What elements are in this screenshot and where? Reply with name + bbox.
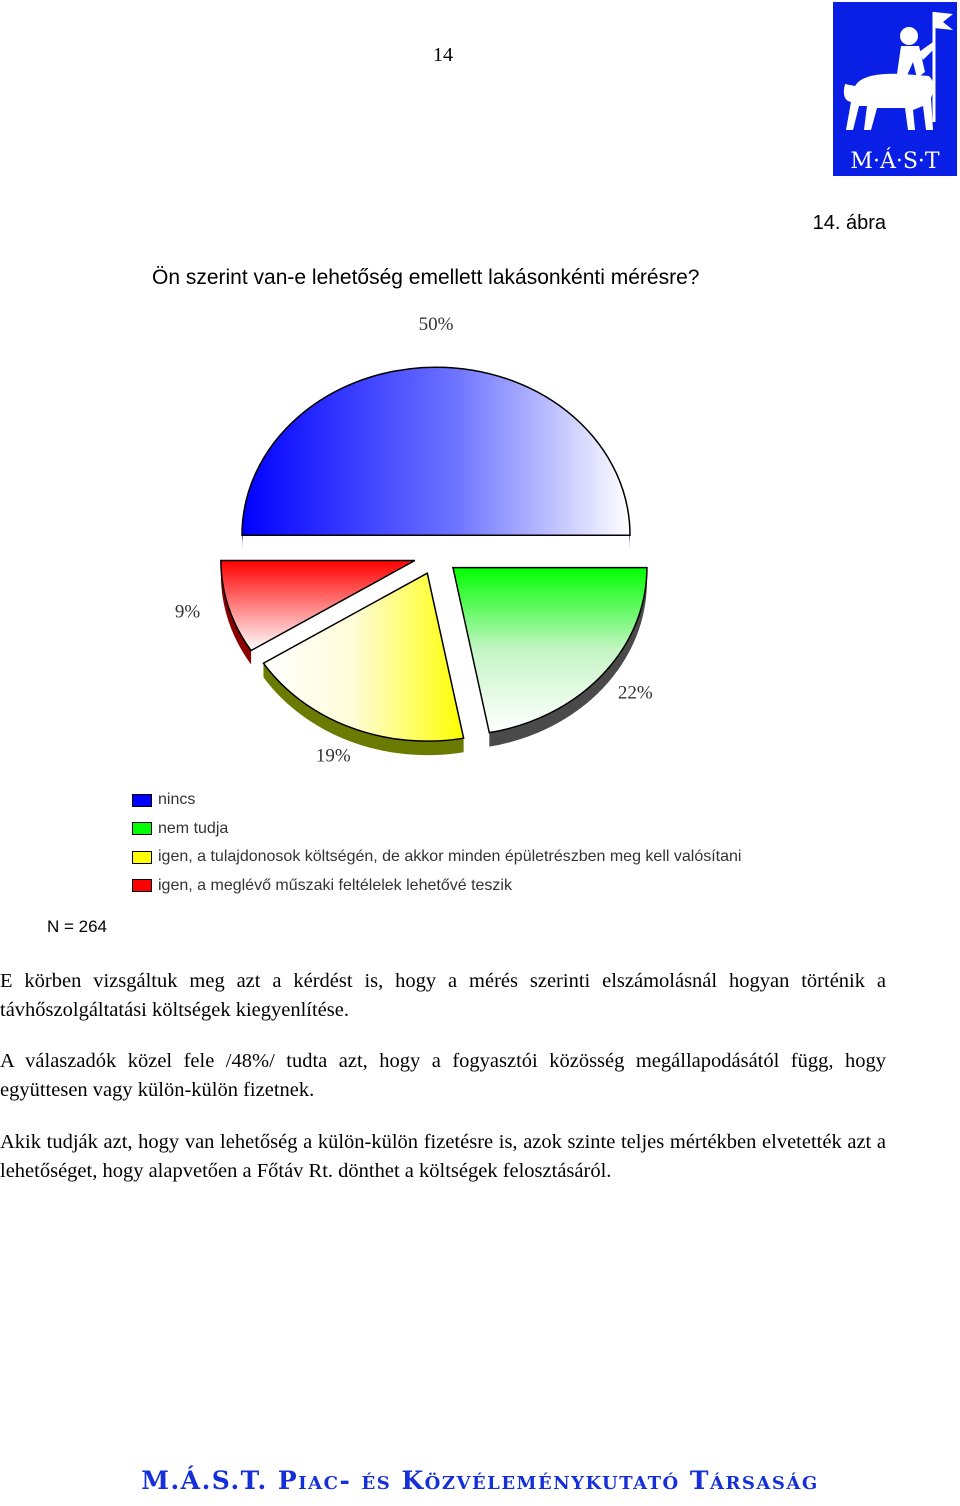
- legend-swatch: [132, 851, 152, 864]
- pie-value-label-1: 50%: [418, 314, 454, 336]
- legend-label: igen, a meglévő műszaki feltélelek lehetővé teszik: [158, 876, 512, 894]
- legend-item: [132, 786, 741, 815]
- page-number: 14: [433, 44, 453, 66]
- pie-chart: [0, 300, 960, 780]
- chart-title: Ön szerint van-e lehetőség emellett lakásonkénti mérésre?: [152, 266, 700, 289]
- logo-text: M·Á·S·T: [850, 149, 940, 174]
- pie-slices: [221, 367, 647, 755]
- pie-slice-2: [453, 568, 647, 733]
- centaur-logo-icon: [833, 2, 957, 176]
- body-paragraph: Akik tudják azt, hogy van lehetőség a külön-külön fizetésre is, azok szinte teljes mértékben elvetették azt a lehetőséget, hogy alapvetően a Főtáv Rt. dönthet a költségek felosztásáról.: [0, 1131, 886, 1182]
- legend-item: [132, 872, 741, 901]
- legend-label: igen, a tulajdonosok költségén, de akkor minden épületrészben meg kell valósítani: [158, 848, 742, 866]
- legend-swatch: [132, 822, 152, 835]
- footer-company-name: M.Á.S.T. Piac- és Közvéleménykutató Társaság: [141, 1466, 819, 1495]
- body-paragraph: E körben vizsgáltuk meg azt a kérdést is, hogy a mérés szerinti elszámolásnál hogyan történik a távhőszolgáltatási költségek kiegyenlítése.: [0, 970, 886, 1021]
- sample-size-note: N = 264: [47, 917, 108, 936]
- pie-value-label-4: 9%: [174, 601, 201, 623]
- legend-swatch: [132, 794, 152, 807]
- pie-value-label-2: 22%: [617, 682, 653, 704]
- legend-label: nem tudja: [158, 819, 229, 837]
- legend-item: [132, 843, 741, 872]
- mast-logo: [833, 2, 957, 176]
- body-paragraph: A válaszadók közel fele /48%/ tudta azt, hogy a fogyasztói közösség megállapodásától függ, hogy együttesen vagy külön-külön fizetnek.: [0, 1050, 886, 1101]
- figure-number: 14. ábra: [812, 212, 886, 234]
- pie-value-label-3: 19%: [315, 745, 351, 767]
- legend-swatch: [132, 879, 152, 892]
- legend-item: [132, 815, 741, 844]
- legend-label: nincs: [158, 791, 196, 809]
- pie-slice-1: [242, 367, 630, 535]
- chart-legend: [132, 786, 741, 900]
